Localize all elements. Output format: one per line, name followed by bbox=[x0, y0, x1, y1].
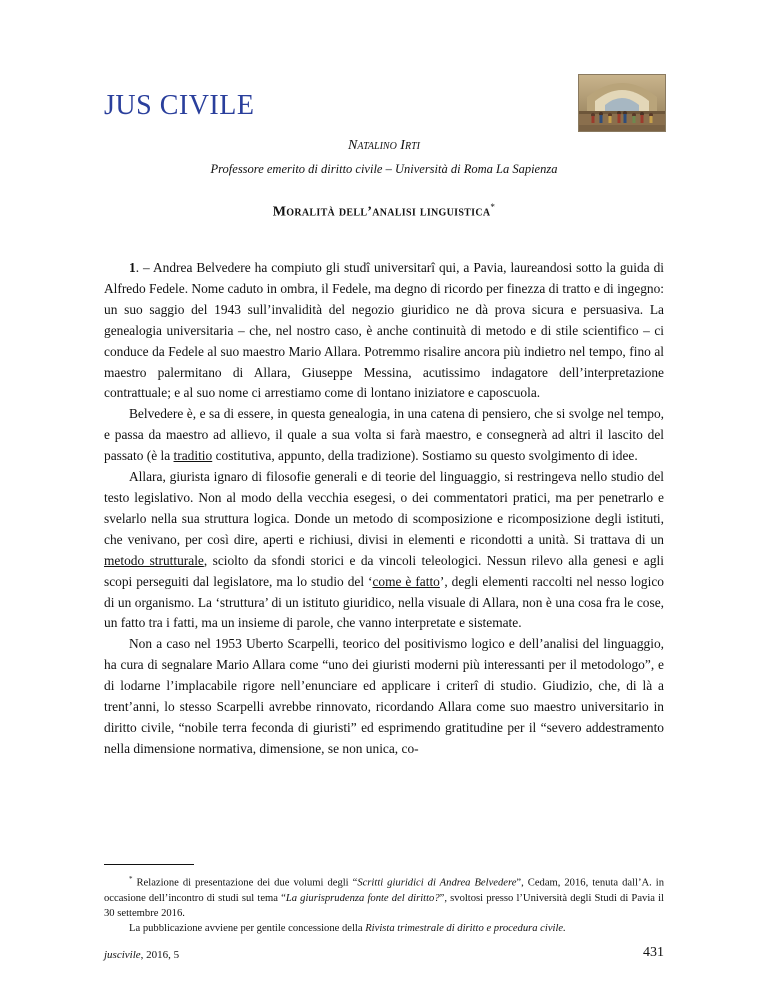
section-number: 1 bbox=[129, 260, 136, 275]
paragraph-3-text-b: , sciolto da sfondi storici e da vincoli teleologici. Nessun rilevo alla genesi e agli scopi perseguiti dal legislatore, ma lo studio del ‘ bbox=[104, 552, 664, 589]
footnote-divider bbox=[104, 864, 194, 865]
footer-issue: , 2016, 5 bbox=[140, 949, 180, 961]
journal-logo-image bbox=[578, 74, 666, 132]
footer-journal: juscivile bbox=[104, 949, 141, 961]
article-title bbox=[0, 202, 768, 221]
paragraph-1-text: . – Andrea Belvedere ha compiuto gli studî universitarî qui, a Pavia, laureandosi sotto la guida di Alfredo Fedele. Nome caduto in ombra, il Fedele, ma degno di ricordo per finezza di tratto e di ingegno: un suo saggio del 1943 sull’invalidità del negozio giuridico ne dà prova sicura e persuasiva. La genealogia universitaria – che, nel nostro caso, è anche continuità di metodo e di stile scientifico – ci conduce da Fedele al suo maestro Mario Allara. Potremmo risalire ancora più indietro nel tempo, fino al maestro palermitano di Allara, Giuseppe Messina, acutissimo indagatore dell’interpretazione contrattuale; e al suo nome ci arrestiamo come di lontano iniziatore e caposcuola. bbox=[104, 260, 664, 401]
paragraph-4-text: Non a caso nel 1953 Uberto Scarpelli, teorico del positivismo logico e dell’analisi del linguaggio, ha cura di segnalare Mario Allara come “uno dei giuristi moderni più interessanti per il metodologo”, e di lodarne l’implacabile rigore nell’enunciare ed applicare i criterî di studio. Giudizio, che, di là a trent’anni, lo stesso Scarpelli avrebbe rinnovato, ricordando Allara come suo maestro universitario in diritto civile, “nobile terra feconda di giuristi” ed esprimendo gratitudine per il “severo addestramento nella dimensione normativa, dimensione, se non unica, co- bbox=[104, 636, 664, 756]
footnote-1-italic-a: Scritti giuridici di Andrea Belvedere bbox=[357, 877, 517, 889]
underlined-term-metodo: metodo strutturale bbox=[104, 552, 204, 568]
underlined-term-traditio: traditio bbox=[173, 448, 213, 464]
footnotes bbox=[104, 872, 664, 936]
paragraph-1 bbox=[104, 258, 664, 404]
footnote-1-text-c: ”, svoltosi presso l’Università degli Studi di Pavia il 30 settembre 2016. bbox=[104, 892, 664, 919]
paragraph-2-text-a: Belvedere è, e sa di essere, in questa genealogia, in una catena di pensiero, che si svolge nel tempo, e passa da maestro ad allievo, il quale a sua volta si farà maestro, e consegnerà ad altri il lascito del passato (è la bbox=[104, 406, 664, 464]
paragraph-3 bbox=[104, 467, 664, 634]
paragraph-3-text-c: ’, degli elementi raccolti nel nesso logico di un organismo. La ‘struttura’ di un istituto giuridico, nella visuale di Allara, non è una cosa fra le cose, un fatto tra i fatti, ma un insieme di parole, che vanno interpretate e sistemate. bbox=[104, 573, 664, 631]
fresco-icon bbox=[579, 75, 665, 131]
footnote-2 bbox=[104, 921, 664, 936]
page-number: 431 bbox=[643, 945, 664, 960]
footnote-mark: * bbox=[129, 875, 133, 883]
footer-citation bbox=[104, 949, 179, 961]
footnote-2-text-a: La pubblicazione avviene per gentile concessione della bbox=[129, 922, 366, 934]
article-title-text: Moralità dell’analisi linguistica bbox=[272, 204, 491, 220]
underlined-term-come: come è fatto bbox=[372, 573, 440, 589]
footnote-1-italic-b: La giurisprudenza fonte del diritto? bbox=[285, 892, 440, 904]
paragraph-4 bbox=[104, 634, 664, 759]
paragraph-2 bbox=[104, 404, 664, 467]
footnote-1-text-b: ”, Cedam, 2016, tenuta dall’A. in occasione dell’incontro di studi sul tema “ bbox=[104, 877, 665, 904]
footnote-1 bbox=[104, 872, 664, 921]
author-affiliation: Professore emerito di diritto civile – Università di Roma La Sapienza bbox=[210, 162, 558, 176]
journal-title: JUS CIVILE bbox=[104, 90, 255, 121]
footnote-1-text-a: Relazione di presentazione dei due volumi degli “ bbox=[132, 877, 358, 889]
author-name: Natalino Irti bbox=[348, 138, 420, 153]
title-footnote-mark: * bbox=[490, 202, 496, 212]
paragraph-3-text-a: Allara, giurista ignaro di filosofie generali e di teorie del linguaggio, si restringeva nello studio del testo legislativo. Non al modo della vecchia esegesi, o dei commentatori pratici, ma per penetrarlo e svelarlo nella sua struttura logica. Donde un metodo di scomposizione e ricomposizione degli istituti, che venivano, per così dire, aperti e richiusi, divisi in elementi e ricondotti a unità. Si trattava di un bbox=[104, 469, 664, 547]
footnote-2-italic: Rivista trimestrale di diritto e procedura civile. bbox=[365, 922, 566, 934]
article-body bbox=[104, 258, 664, 760]
paragraph-2-text-b: costitutiva, appunto, della tradizione). Sostiamo su questo svolgimento di idee. bbox=[212, 448, 638, 464]
